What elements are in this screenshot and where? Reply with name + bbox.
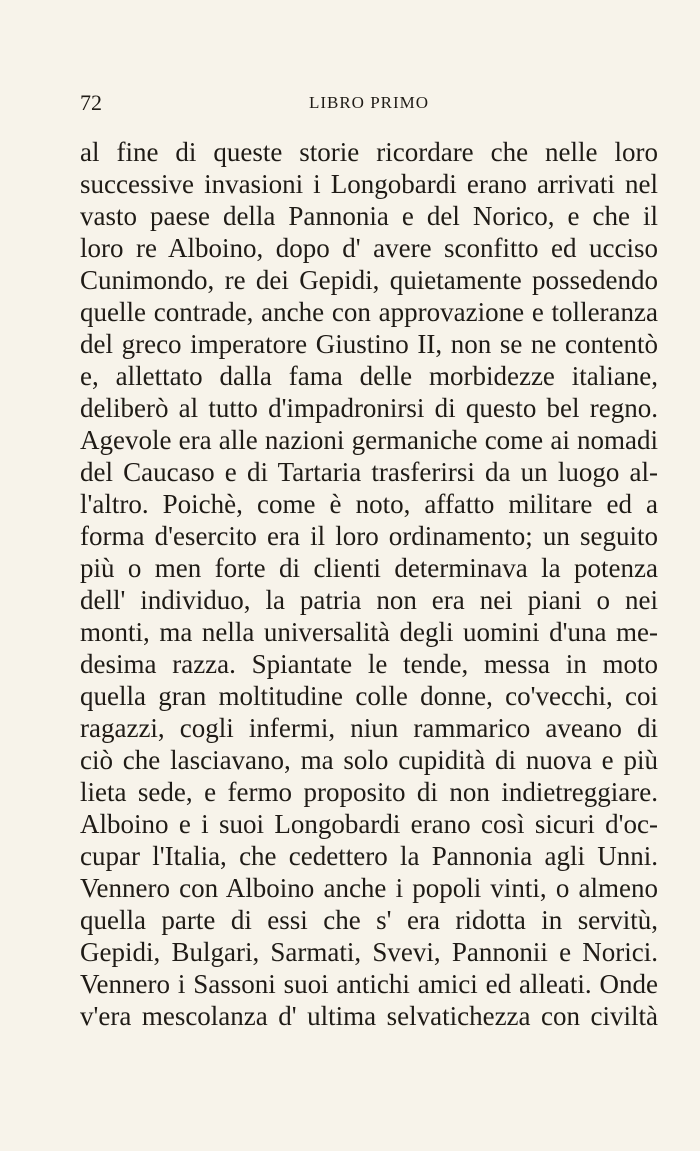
page-header — [80, 88, 658, 118]
text-line: Vennero i Sassoni suoi antichi amici ed alleati. Onde — [80, 969, 658, 999]
text-line: al fine di queste storie ricordare che nelle loro — [80, 137, 658, 167]
text-line: quelle contrade, anche con approvazione e tolleranza — [80, 297, 658, 327]
text-line: v'era mescolanza d' ultima selvatichezza con civiltà — [80, 1001, 658, 1031]
text-line: Cunimondo, re dei Gepidi, quietamente possedendo — [80, 265, 658, 295]
text-line: quella gran moltitudine colle donne, co'vecchi, coi — [80, 681, 658, 711]
text-line: forma d'esercito era il loro ordinamento; un seguito — [80, 521, 658, 551]
text-line: successive invasioni i Longobardi erano arrivati nel — [80, 169, 658, 199]
body-text — [80, 136, 658, 1032]
text-line: e, allettato dalla fama delle morbidezze italiane, — [80, 361, 658, 391]
text-line: loro re Alboino, dopo d' avere sconfitto ed ucciso — [80, 233, 658, 263]
text-line: monti, ma nella universalità degli uomini d'una me- — [80, 617, 658, 647]
text-line: lieta sede, e fermo proposito di non indietreggiare. — [80, 777, 658, 807]
text-line: deliberò al tutto d'impadronirsi di questo bel regno. — [80, 393, 658, 423]
text-line: Alboino e i suoi Longobardi erano così sicuri d'oc- — [80, 809, 658, 839]
running-head: LIBRO PRIMO — [308, 93, 430, 112]
page-number: 72 — [80, 90, 102, 115]
text-line: del Caucaso e di Tartaria trasferirsi da un luogo al- — [80, 457, 658, 487]
text-line: Agevole era alle nazioni germaniche come ai nomadi — [80, 425, 658, 455]
text-line: del greco imperatore Giustino II, non se ne contentò — [80, 329, 658, 359]
text-line: cupar l'Italia, che cedettero la Pannonia agli Unni. — [80, 841, 658, 871]
text-line: dell' individuo, la patria non era nei piani o nei — [80, 585, 658, 615]
text-line: ragazzi, cogli infermi, niun rammarico aveano di — [80, 713, 658, 743]
text-line: l'altro. Poichè, come è noto, affatto militare ed a — [80, 489, 658, 519]
text-line: desima razza. Spiantate le tende, messa in moto — [80, 649, 658, 679]
text-line: più o men forte di clienti determinava la potenza — [80, 553, 658, 583]
text-line: Gepidi, Bulgari, Sarmati, Svevi, Pannonii e Norici. — [80, 937, 658, 967]
text-line: vasto paese della Pannonia e del Norico, e che il — [80, 201, 658, 231]
text-line: Vennero con Alboino anche i popoli vinti, o almeno — [80, 873, 658, 903]
text-line: quella parte di essi che s' era ridotta in servitù, — [80, 905, 658, 935]
text-line: ciò che lasciavano, ma solo cupidità di nuova e più — [80, 745, 658, 775]
